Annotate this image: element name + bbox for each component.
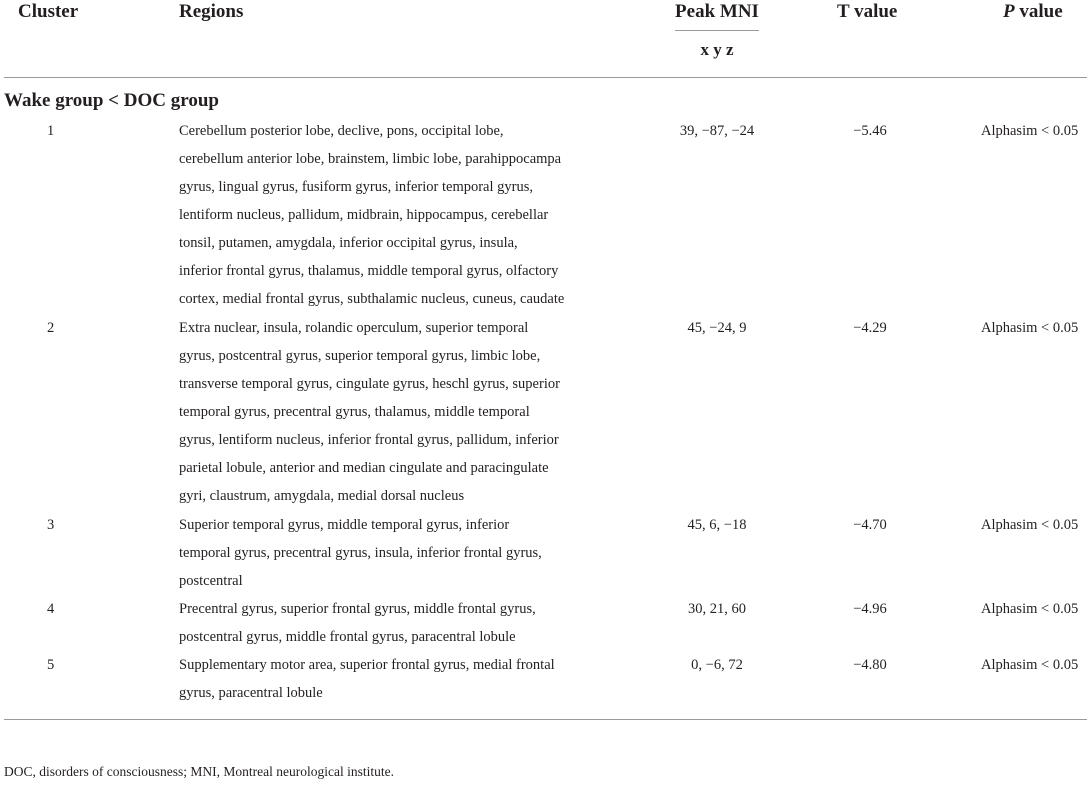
p-value: Alphasim < 0.05 (981, 657, 1079, 673)
p-value: Alphasim < 0.05 (981, 320, 1079, 336)
regions-line: temporal gyrus, precentral gyrus, insula, inferior frontal gyrus, (179, 545, 542, 561)
regions-line: tonsil, putamen, amygdala, inferior occipital gyrus, insula, (179, 235, 518, 251)
regions-line: gyrus, paracentral lobule (179, 685, 323, 701)
p-value: Alphasim < 0.05 (981, 123, 1079, 139)
header-t-value (837, 1, 897, 23)
regions-text (179, 651, 609, 707)
t-value: −4.96 (853, 601, 887, 617)
peak-mni-value: 39, −87, −24 (679, 123, 755, 139)
header-t-text: T value (837, 1, 898, 22)
regions-line: inferior frontal gyrus, thalamus, middle temporal gyrus, olfactory (179, 263, 559, 279)
cluster-number: 2 (47, 320, 55, 336)
regions-line: Extra nuclear, insula, rolandic operculum, superior temporal (179, 320, 529, 336)
regions-line: gyrus, lingual gyrus, fusiform gyrus, inferior temporal gyrus, (179, 179, 533, 195)
t-value: −5.46 (853, 123, 887, 139)
header-p-text: value (1014, 1, 1063, 22)
header-cluster: Cluster (18, 1, 79, 22)
peak-mni-value: 45, −24, 9 (687, 320, 747, 336)
t-value: −4.29 (853, 320, 887, 336)
regions-line: Precentral gyrus, superior frontal gyrus, middle frontal gyrus, (179, 601, 536, 617)
regions-line: cerebellum anterior lobe, brainstem, limbic lobe, parahippocampa (179, 151, 562, 167)
regions-line: temporal gyrus, precentral gyrus, thalamus, middle temporal (179, 404, 530, 420)
cluster-number: 3 (47, 517, 55, 533)
header-regions: Regions (179, 1, 244, 22)
regions-line: gyrus, postcentral gyrus, superior temporal gyrus, limbic lobe, (179, 348, 541, 364)
regions-line: Superior temporal gyrus, middle temporal gyrus, inferior (179, 517, 510, 533)
peak-mni-underline (675, 30, 759, 31)
table-bottom-rule (4, 719, 1087, 720)
regions-text (179, 117, 609, 313)
peak-mni-value: 30, 21, 60 (688, 601, 746, 617)
regions-line: cortex, medial frontal gyrus, subthalamic nucleus, cuneus, caudate (179, 291, 565, 307)
regions-line: postcentral gyrus, middle frontal gyrus, paracentral lobule (179, 629, 516, 645)
header-p-italic: P (1003, 1, 1015, 22)
t-value: −4.70 (853, 517, 887, 533)
group-label: Wake group < DOC group (4, 90, 219, 111)
header-p-value (1003, 1, 1063, 23)
peak-mni-value: 45, 6, −18 (687, 517, 747, 533)
p-value: Alphasim < 0.05 (981, 517, 1079, 533)
regions-line: lentiform nucleus, pallidum, midbrain, hippocampus, cerebellar (179, 207, 549, 223)
regions-line: Cerebellum posterior lobe, declive, pons, occipital lobe, (179, 123, 504, 139)
regions-line: gyri, claustrum, amygdala, medial dorsal nucleus (179, 488, 465, 504)
header-peak-xyz: x y z (700, 40, 734, 59)
peak-mni-value: 0, −6, 72 (691, 657, 743, 673)
header-rule (4, 77, 1087, 78)
regions-line: postcentral (179, 573, 243, 589)
regions-text (179, 314, 609, 510)
regions-line: transverse temporal gyrus, cingulate gyrus, heschl gyrus, superior (179, 376, 560, 392)
regions-text (179, 511, 609, 595)
cluster-number: 4 (47, 601, 55, 617)
cluster-number: 5 (47, 657, 55, 673)
regions-text (179, 595, 609, 651)
header-peak-mni: Peak MNI (675, 1, 759, 22)
cluster-number: 1 (47, 123, 55, 139)
t-value: −4.80 (853, 657, 887, 673)
table-footnote: DOC, disorders of consciousness; MNI, Montreal neurological institute. (4, 764, 394, 779)
regions-line: Supplementary motor area, superior frontal gyrus, medial frontal (179, 657, 555, 673)
regions-line: gyrus, lentiform nucleus, inferior frontal gyrus, pallidum, inferior (179, 432, 559, 448)
p-value: Alphasim < 0.05 (981, 601, 1079, 617)
regions-line: parietal lobule, anterior and median cingulate and paracingulate (179, 460, 549, 476)
